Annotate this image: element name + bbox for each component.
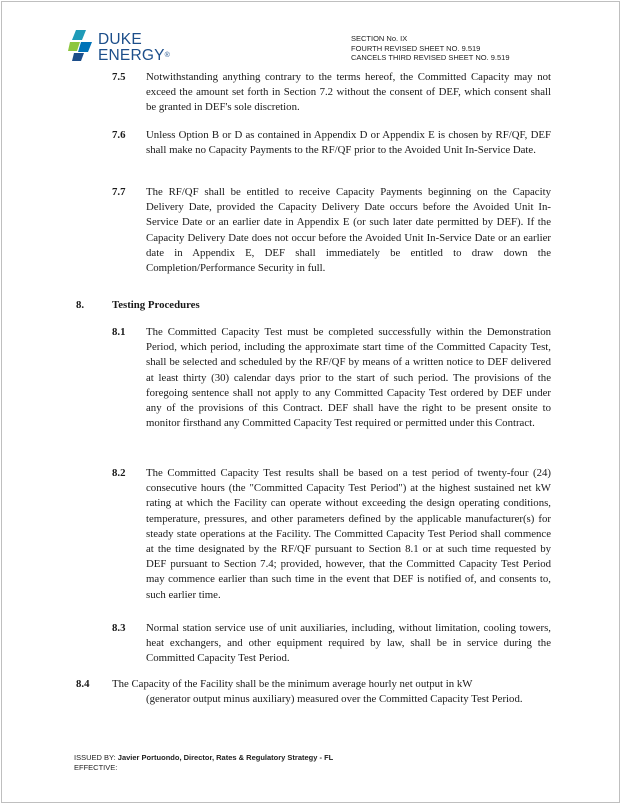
logo-wordmark <box>98 32 170 64</box>
section-number-8-4: 8.4 <box>76 678 90 690</box>
section-text-8-4-first: The Capacity of the Facility shall be the minimum average hourly net output in kW <box>112 678 473 690</box>
section-number-8-1: 8.1 <box>112 326 126 338</box>
issued-by-label: ISSUED BY: <box>74 753 116 762</box>
issued-by-value: Javier Portuondo, Director, Rates & Regulatory Strategy - FL <box>117 753 334 762</box>
logo-line-2: ENERGY <box>98 47 165 64</box>
section-number: SECTION No. IX <box>351 34 408 43</box>
revised-sheet: FOURTH REVISED SHEET NO. 9.519 <box>351 43 481 53</box>
effective-label: EFFECTIVE: <box>74 762 118 772</box>
section-title-8: Testing Procedures <box>112 299 200 311</box>
section-text-8-1: The Committed Capacity Test must be completed successfully within the Demonstration Period, which period, including the approximate start time of the Committed Capacity Test, shall be selected and scheduled by the RF/QF by means of a written notice to DEF delivered at least thirty (30) calendar days prior to the start of such period. The provisions of the foregoing sentence shall not apply to any Committed Capacity Test ordered by DEF under any of the provisions of this Contract. DEF shall have the right to be present onsite to monitor firsthand any Committed Capacity Test required or permitted under this Contract. <box>146 326 551 430</box>
section-number-8-3: 8.3 <box>112 622 126 634</box>
sheet-header <box>351 34 510 63</box>
logo-line-1: DUKE <box>98 31 142 48</box>
section-number-7-7: 7.7 <box>112 186 126 198</box>
section-number-8-2: 8.2 <box>112 467 126 479</box>
section-text-8-3: Normal station service use of unit auxiliaries, including, without limitation, cooling towers, heat exchangers, and other equipment required by law, shall be in service during the Committed Capacity Test Period. <box>146 622 551 665</box>
duke-energy-logo <box>68 28 178 68</box>
section-text-8-2: The Committed Capacity Test results shall be based on a test period of twenty-four (24) consecutive hours (the "Committed Capacity Test Period") at the highest sustained net kW rating at which the Facility can operate without exceeding the design operating conditions, temperature, pressures, and other parameters defined by the applicable manufacturer(s) for steady state operations at the Facility. The Committed Capacity Test Period shall commence at the time designated by the RF/QF pursuant to Section 8.1 or at such time requested by DEF pursuant to Section 7.4; provided, however, that the Committed Capacity Test Period may commence earlier than such time in the event that DEF is notified of, and consents to, such earlier time. <box>146 467 551 601</box>
duke-energy-mark-icon <box>68 28 98 62</box>
section-number-7-6: 7.6 <box>112 129 126 141</box>
section-text-8-4-rest: (generator output minus auxiliary) measured over the Committed Capacity Test Period. <box>146 693 523 705</box>
cancels-sheet: CANCELS THIRD REVISED SHEET NO. 9.519 <box>351 53 510 62</box>
section-number-8: 8. <box>76 299 85 311</box>
issuance-footer <box>74 753 333 772</box>
section-number-7-5: 7.5 <box>112 71 126 83</box>
registered-mark: ® <box>164 52 171 59</box>
section-text-7-5: Notwithstanding anything contrary to the terms hereof, the Committed Capacity may not exceed the amount set forth in Section 7.2 without the consent of DEF, which consent shall be granted in DEF's sole discretion. <box>146 71 551 114</box>
section-text-7-7: The RF/QF shall be entitled to receive Capacity Payments beginning on the Capacity Delivery Date, provided the Capacity Delivery Date occurs before the Avoided Unit In-Service Date or an earlier date in Appendix E (or such later date permitted by DEF). If the Capacity Delivery Date does not occur before the Avoided Unit In-Service Date or an earlier date in Appendix E, DEF shall immediately be entitled to draw down the Completion/Performance Security in full. <box>146 186 551 275</box>
section-text-7-6: Unless Option B or D as contained in Appendix D or Appendix E is chosen by RF/QF, DEF shall make no Capacity Payments to the RF/QF prior to the Avoided Unit In-Service Date. <box>146 129 551 157</box>
